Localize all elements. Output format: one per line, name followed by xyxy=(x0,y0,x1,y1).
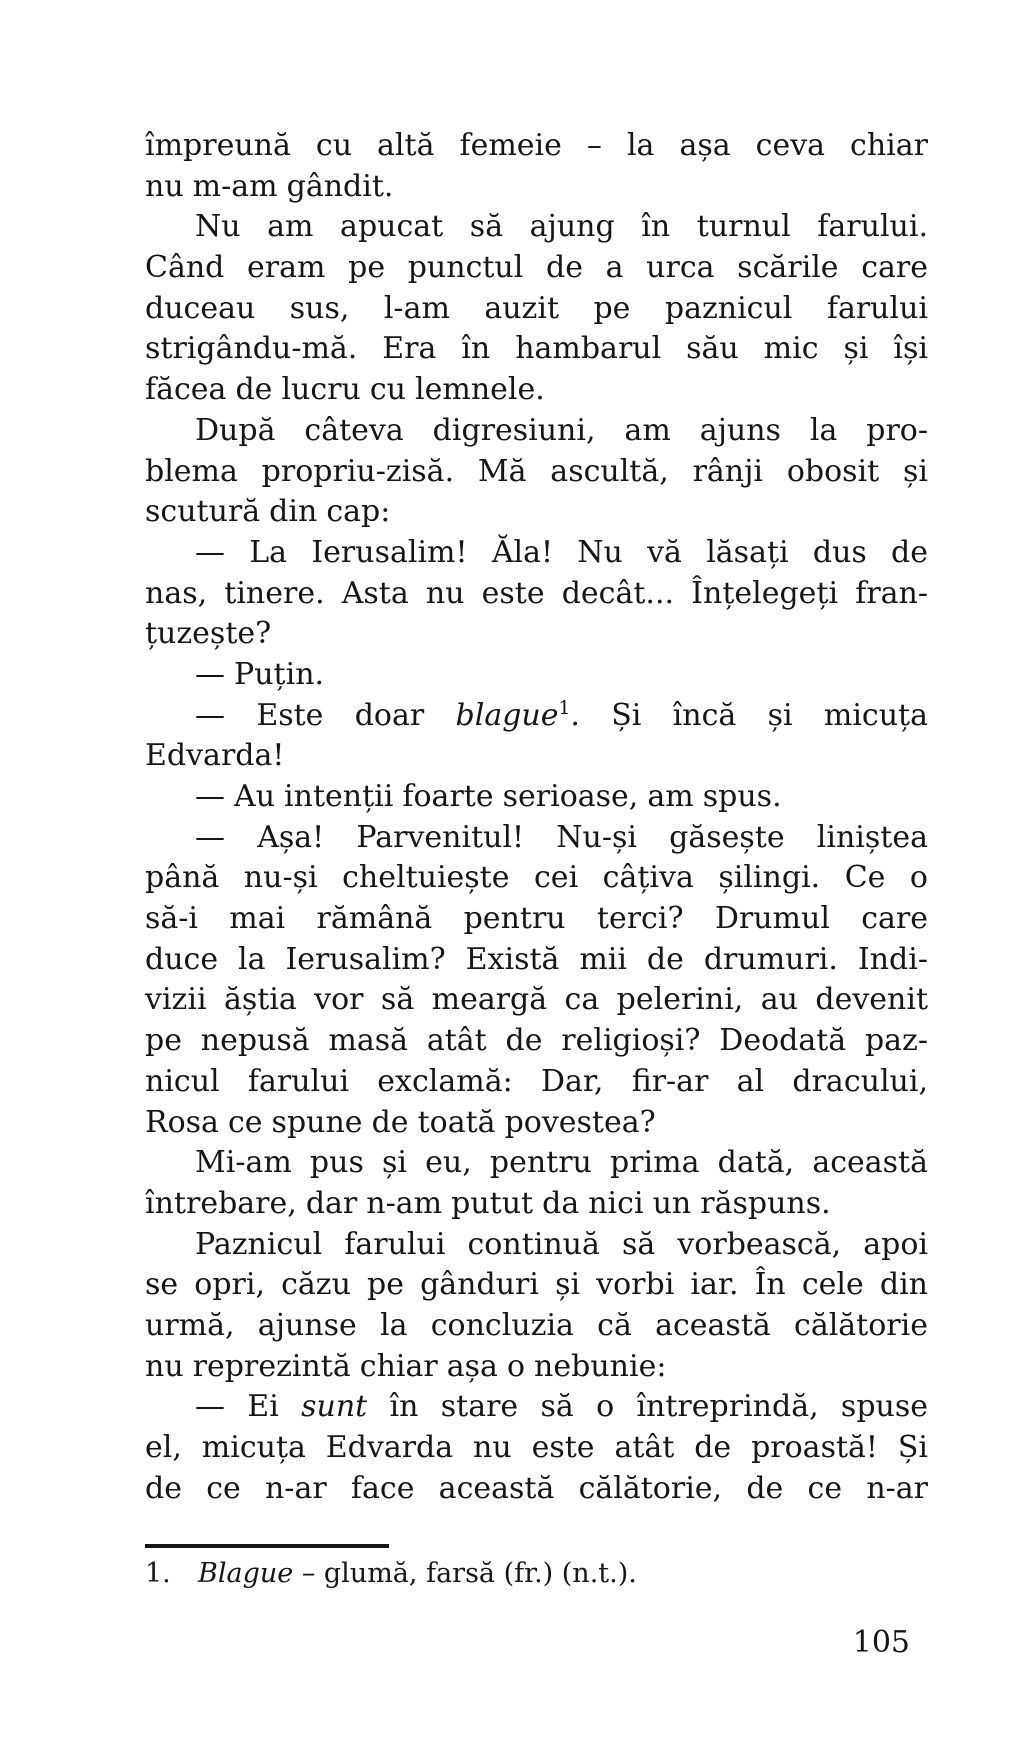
text-block xyxy=(145,126,928,1509)
text-line: Edvarda! xyxy=(145,738,285,774)
paragraph xyxy=(145,818,928,1144)
paragraph xyxy=(145,207,928,410)
footnote-text: Blague – glumă, farsă (fr.) (n.t.). xyxy=(198,1558,637,1589)
text-line: — Este doar blague$^1$. Și încă și micuța xyxy=(195,697,928,733)
text-line: de ce n-ar face această călătorie, de ce n-ar xyxy=(145,1470,928,1506)
text-line: făcea de lucru cu lemnele. xyxy=(145,372,545,408)
text-line: scutură din cap: xyxy=(145,494,391,530)
text-line: până nu-și cheltuiește cei câțiva șilingi. Ce o xyxy=(145,860,928,896)
paragraph xyxy=(145,696,928,777)
text-line: nas, tinere. Asta nu este decât... Înțelegeți fran- xyxy=(145,575,928,611)
text-line: strigându-mă. Era în hambarul său mic și își xyxy=(145,331,928,367)
text-line: vizii ăștia vor să meargă ca pelerini, au devenit xyxy=(145,982,928,1018)
text-line: După câteva digresiuni, am ajuns la pro- xyxy=(195,412,928,448)
text-line: se opri, căzu pe gânduri și vorbi iar. În cele din xyxy=(145,1267,928,1303)
text-line: să-i mai rămână pentru terci? Drumul care xyxy=(145,901,928,937)
text-line: Nu am apucat să ajung în turnul farului. xyxy=(195,209,928,245)
text-line: — Au intenții foarte serioase, am spus. xyxy=(195,779,782,814)
paragraph xyxy=(145,1225,928,1388)
text-line: nicul farului exclamă: Dar, fir-ar al dracului, xyxy=(145,1063,928,1099)
text-line: Mi-am pus și eu, pentru prima dată, această xyxy=(195,1145,928,1181)
footnote-marker: 1. xyxy=(145,1558,171,1589)
footnote xyxy=(145,1556,928,1592)
text-line: țuzește? xyxy=(145,616,272,652)
text-line: pe nepusă masă atât de religioși? Deodată paz- xyxy=(145,1023,928,1059)
text-line: el, micuța Edvarda nu este atât de proastă! Și xyxy=(145,1430,928,1465)
text-line: — La Ierusalim! Ăla! Nu vă lăsați dus de xyxy=(195,534,928,570)
text-line: — Așa! Parvenitul! Nu-și găsește liniștea xyxy=(195,819,928,855)
text-line: Când eram pe punctul de a urca scările care xyxy=(145,250,928,286)
text-line: duceau sus, l-am auzit pe paznicul farului xyxy=(145,290,928,326)
paragraph xyxy=(145,533,928,655)
footnote-divider xyxy=(145,1544,389,1548)
text-line: împreună cu altă femeie – la așa ceva chiar xyxy=(145,128,928,163)
paragraph xyxy=(145,1387,928,1509)
paragraph xyxy=(145,126,928,207)
text-line: Paznicul farului continuă să vorbească, apoi xyxy=(195,1226,928,1262)
paragraph xyxy=(145,411,928,533)
paragraph xyxy=(145,777,928,818)
paragraph xyxy=(145,1143,928,1224)
text-line: blema propriu-zisă. Mă ascultă, rânji obosit și xyxy=(145,453,928,489)
text-line: Rosa ce spune de toată povestea? xyxy=(145,1104,656,1140)
text-line: nu reprezintă chiar așa o nebunie: xyxy=(145,1348,667,1384)
paragraph xyxy=(145,655,928,696)
text-line: — Puțin. xyxy=(195,656,325,692)
text-line: urmă, ajunse la concluzia că această călătorie xyxy=(145,1307,928,1343)
text-line: nu m-am gândit. xyxy=(145,168,394,204)
text-line: — Ei sunt în stare să o întreprindă, spuse xyxy=(195,1389,928,1425)
page-number: 105 xyxy=(852,1625,910,1660)
text-line: întrebare, dar n-am putut da nici un răspuns. xyxy=(145,1185,831,1221)
text-line: duce la Ierusalim? Există mii de drumuri. Indi- xyxy=(145,941,928,977)
